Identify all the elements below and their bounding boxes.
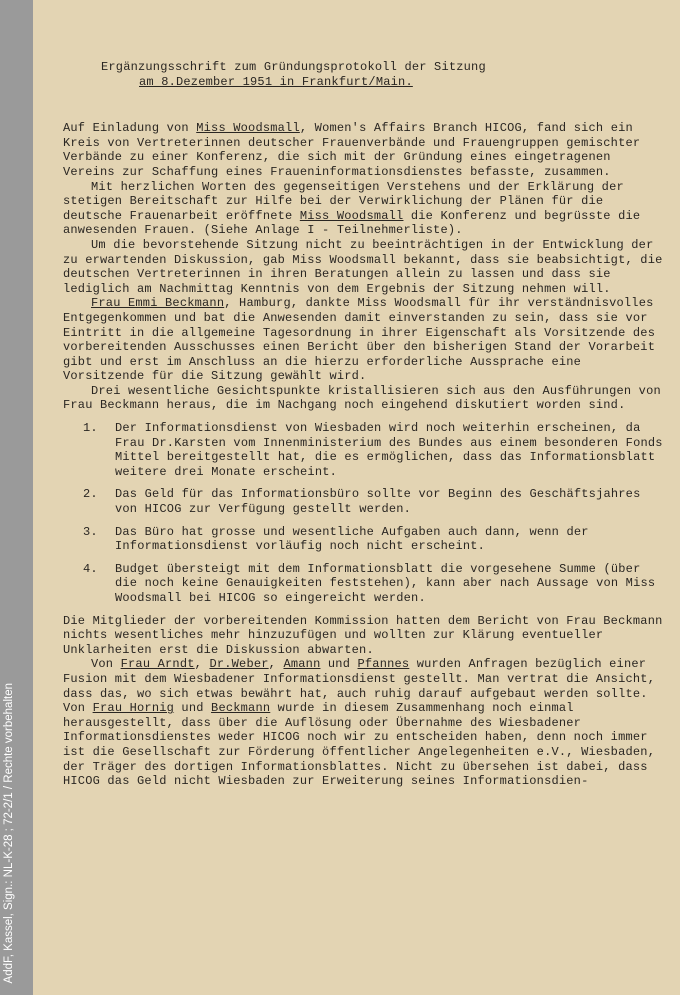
- document-page: [33, 0, 680, 995]
- title-line-1: Ergänzungsschrift zum Gründungsprotokoll der Sitzung: [101, 60, 486, 74]
- archive-stamp: AddF, Kassel, Sign.: NL-K-28 ; 72-2/1 / Rechte vorbehalten: [3, 682, 15, 983]
- welcome-paragraph: Mit herzlichen Worten des gegenseitigen Verstehens und der Erklärung der stetigen Bereitschaft zur Hilfe bei der Verwirklichung der Plänen für die deutsche Frauenarbeit eröffnete Miss Woodsmall die Konferenz und begrüsste die anwesenden Frauen. (Siehe Anlage I - Teilnehmerliste).: [63, 179, 641, 238]
- name-woodsmall-2: Miss Woodsmall: [299, 208, 404, 223]
- final-paragraph: Von Frau Arndt, Dr.Weber, Amann und Pfannes wurden Anfragen bezüglich einer Fusion mit dem Wiesbadener Informationsdienst gestellt. Man vertrat die Ansicht, dass das, wo sich etwas bewährt hat, auch ruhig darauf aufgebaut werden sollte. Von Frau Hornig und Beckmann wurde in diesem Zusammenhang noch einmal herausgestellt, dass über die Auflösung oder Übernahme des Wiesbadener Informationsdienstes weder HICOG noch wir zu entscheiden haben, denn noch immer ist die Gesellschaft zur Förderung öffentlicher Angelegenheiten e.V., Wiesbaden, der Träger des dortigen Informationsblattes. Nicht zu übersehen ist dabei, dass HICOG das Geld nicht Wiesbaden zur Erweiterung seines Informationsdien-: [63, 657, 656, 789]
- name-pfannes: Pfannes: [357, 657, 410, 672]
- list-item: 2. Das Geld für das Informationsbüro sollte vor Beginn des Geschäftsjahres von HICOG zur Verfügung gestellt werden.: [83, 487, 641, 517]
- name-beckmann: Frau Emmi Beckmann: [91, 296, 225, 311]
- name-amann: Amann: [283, 657, 321, 672]
- name-hornig: Frau Hornig: [92, 701, 175, 716]
- discussion-paragraph: Um die bevorstehende Sitzung nicht zu beeinträchtigen in der Entwicklung der zu erwartenden Diskussion, gab Miss Woodsmall bekannt, dass sie beabsichtigt, die deutschen Vertreterinnen in ihren Beratungen allein zu lassen und dass sie lediglich am Nachmittag Kenntnis von dem Ergebnis der Sitzung nehmen will.: [63, 237, 663, 296]
- name-beckmann-2: Beckmann: [211, 701, 271, 716]
- document-title: [63, 60, 668, 89]
- list-item: 1. Der Informationsdienst von Wiesbaden wird noch weiterhin erscheinen, da Frau Dr.Karsten vom Innenministerium des Bundes aus einem besonderen Fonds Mittel bereitgestellt hat, die es ermöglichen, dass das Informationsblatt weitere drei Monate erscheint.: [83, 421, 663, 479]
- list-item: 4. Budget übersteigt mit dem Informationsblatt die vorgesehene Summe (über die noch keine Genauigkeiten feststehen), kann aber nach Aussage von Miss Woodsmall bei HICOG so eingereicht werden.: [83, 561, 656, 605]
- document-body: [63, 60, 668, 789]
- title-line-2: am 8.Dezember 1951 in Frankfurt/Main.: [139, 74, 413, 89]
- list-item: 3. Das Büro hat grosse und wesentliche Aufgaben auch dann, wenn der Informationsdienst vorläufig noch nicht erscheint.: [83, 524, 589, 554]
- points-intro-paragraph: Drei wesentliche Gesichtspunkte kristallisieren sich aus den Ausführungen von Frau Beckmann heraus, die im Nachgang noch eingehend diskutiert worden sind.: [63, 383, 661, 413]
- name-woodsmall: Miss Woodsmall: [196, 121, 300, 136]
- thanks-paragraph: Frau Emmi Beckmann, Hamburg, dankte Miss Woodsmall für ihr verständnisvolles Entgegenkommen und bat die Anwesenden damit einverstanden zu sein, dass sie vor Eintritt in die allgemeine Tagesordnung in ihrer Eigenschaft als Vorsitzende des vorbereitenden Ausschusses einen Bericht über den bisherigen Stand der Vorarbeit gibt und erst im Anschluss an die hierzu erforderliche Aussprache eine Vorsitzende für die Sitzung gewählt wird.: [63, 296, 656, 384]
- archive-strip: [0, 0, 33, 995]
- name-weber: Dr.Weber: [209, 657, 269, 672]
- intro-paragraph: Auf Einladung von Miss Woodsmall, Women's Affairs Branch HICOG, fand sich ein Kreis von Vertreterinnen deutscher Frauenverbände und Frauengruppen gemischter Verbände zu einer Konferenz, die sich mit der Gründung eines eingetragenen Vereins zur Schaffung eines Fraueninformationsdienstes befasste, zusammen.: [63, 121, 641, 179]
- commission-paragraph: Die Mitglieder der vorbereitenden Kommission hatten dem Bericht von Frau Beckmann nichts wesentliches mehr hinzuzufügen und wollten zur Klärung eventueller Unklarheiten erst die Diskussion abwarten.: [63, 613, 663, 657]
- name-arndt: Frau Arndt: [120, 657, 195, 672]
